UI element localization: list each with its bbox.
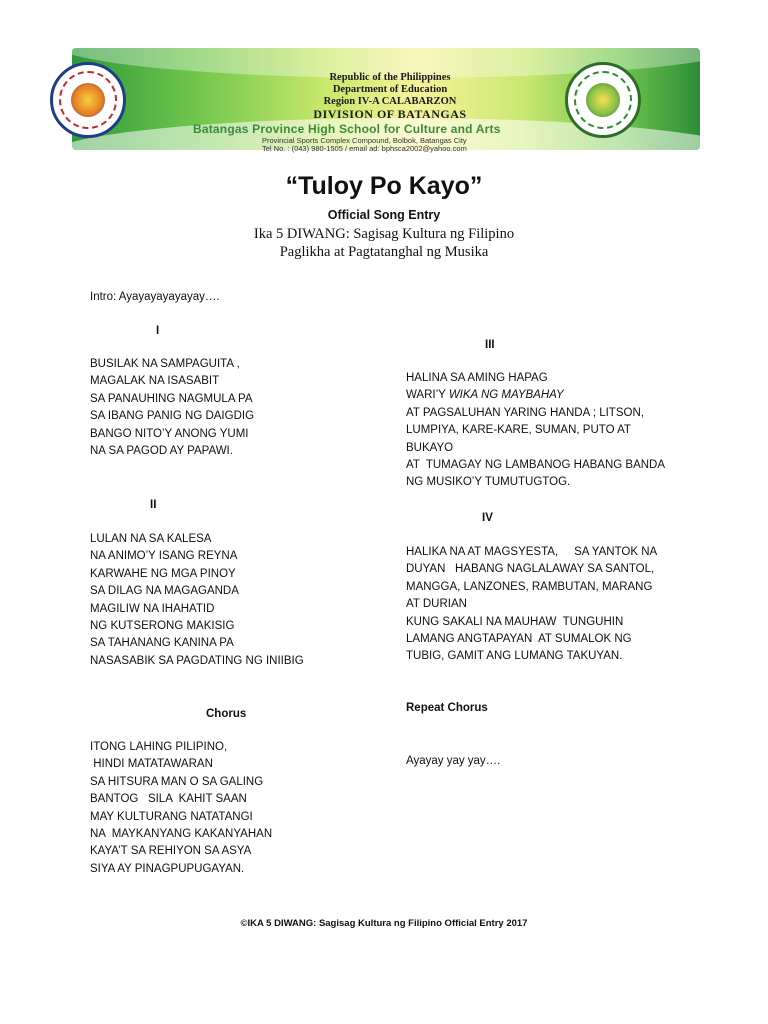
lyric-line: NG MUSIKO’Y TUMUTUGTOG. — [406, 476, 571, 489]
event-line-1: Ika 5 DIWANG: Sagisag Kultura ng Filipino — [253, 226, 515, 242]
lyric-line — [406, 387, 665, 404]
lyric-line: DUYAN HABANG NAGLALAWAY SA SANTOL, — [406, 563, 655, 576]
lyric-line: SA IBANG PANIG NG DAIGDIG — [90, 410, 255, 423]
verse1-lyrics — [90, 356, 254, 460]
lyric-line: HINDI MATATAWARAN — [90, 758, 213, 771]
lyric-line: HALINA SA AMING HAPAG — [406, 372, 548, 384]
lyric-line: MANGGA, LANZONES, RAMBUTAN, MARANG — [406, 580, 653, 593]
event-line-2: Paglikha at Pagtatanghal ng Musika — [279, 244, 489, 260]
intro-line: Intro: Ayayayayayayay…. — [90, 291, 220, 303]
lyric-line: NA MAYKANYANG KAKANYAHAN — [90, 828, 273, 841]
deped-seal-emblem — [71, 83, 105, 117]
lyric-line: TUBIG, GAMIT ANG LUMANG TAKUYAN. — [406, 650, 623, 663]
department-line: Department of Education — [332, 84, 448, 95]
lyric-prefix: WARI’Y — [406, 389, 449, 402]
lyric-line: LUMPIYA, KARE-KARE, SUMAN, PUTO AT — [406, 424, 631, 437]
lyric-line: SA DILAG NA MAGAGANDA — [90, 585, 239, 598]
lyric-line: KAYA’T SA REHIYON SA ASYA — [90, 845, 252, 858]
school-name: Batangas Province High School for Culture and Arts — [193, 122, 501, 136]
lyric-line: AT TUMAGAY NG LAMBANOG HABANG BANDA — [406, 459, 666, 472]
verse3-lyrics — [406, 370, 665, 492]
republic-line: Republic of the Philippines — [329, 72, 451, 83]
page-footer: ©IKA 5 DIWANG: Sagisag Kultura ng Filipino Official Entry 2017 — [240, 918, 528, 929]
verse1-heading: I — [156, 325, 160, 337]
verse4-heading: IV — [482, 512, 493, 524]
lyric-line: NA ANIMO’Y ISANG REYNA — [90, 550, 238, 563]
lyric-line: NG KUTSERONG MAKISIG — [90, 620, 235, 633]
lyric-line: LULAN NA SA KALESA — [90, 533, 212, 545]
lyric-line: NASASABIK SA PAGDATING NG INIIBIG — [90, 654, 304, 667]
lyric-line: HALIKA NA AT MAGSYESTA, SA YANTOK NA — [406, 546, 658, 558]
lyric-line: SA HITSURA MAN O SA GALING — [90, 775, 264, 788]
song-subtitle: Official Song Entry — [327, 208, 441, 222]
lyric-line: SA TAHANANG KANINA PA — [90, 637, 234, 650]
verse3-heading: III — [485, 339, 495, 351]
lyric-line: MAGALAK NA ISASABIT — [90, 375, 220, 388]
lyric-line: BUKAYO — [406, 441, 454, 454]
lyric-line: SA PANAUHING NAGMULA PA — [90, 392, 253, 405]
lyric-line: AT DURIAN — [406, 598, 467, 611]
lyric-line: MAGILIW NA IHAHATID — [90, 602, 215, 615]
lyric-line: KUNG SAKALI NA MAUHAW TUNGUHIN — [406, 615, 624, 628]
lyric-line: ITONG LAHING PILIPINO, — [90, 741, 228, 753]
verse4-lyrics — [406, 544, 657, 666]
verse2-heading: II — [150, 499, 157, 511]
deped-heading — [240, 72, 540, 120]
lyric-line: LAMANG ANGTAPAYAN AT SUMALOK NG — [406, 633, 632, 646]
song-title: “Tuloy Po Kayo” — [285, 172, 483, 200]
lyric-italic: WIKA NG MAYBAHAY — [448, 389, 564, 402]
school-seal-emblem — [586, 83, 620, 117]
lyric-line: BANGO NITO’Y ANONG YUMI — [90, 427, 249, 440]
repeat-chorus-label: Repeat Chorus — [406, 702, 488, 714]
school-address: Provincial Sports Complex Compound, Bolbok, Batangas City — [262, 136, 467, 145]
lyric-line: SIYA AY PINAGPUPUGAYAN. — [90, 862, 245, 875]
chorus-lyrics — [90, 739, 272, 878]
lyric-line: NA SA PAGOD AY PAPAWI. — [90, 445, 233, 458]
lyric-line: BUSILAK NA SAMPAGUITA , — [90, 358, 240, 370]
outro-line: Ayayay yay yay…. — [406, 755, 501, 767]
verse2-lyrics — [90, 531, 304, 670]
lyric-line: KARWAHE NG MGA PINOY — [90, 567, 236, 580]
chorus-heading: Chorus — [206, 708, 247, 720]
region-line: Region IV-A CALABARZON — [323, 96, 457, 107]
school-contact: Tel No. : (043) 980-1505 / email ad: bphsca2002@yahoo.com — [262, 144, 467, 153]
lyric-line: AT PAGSALUHAN YARING HANDA ; LITSON, — [406, 406, 644, 419]
deped-seal-icon — [50, 62, 126, 138]
lyric-line: BANTOG SILA KAHIT SAAN — [90, 793, 247, 806]
division-line: DIVISION OF BATANGAS — [313, 107, 467, 121]
lyric-line: MAY KULTURANG NATATANGI — [90, 810, 253, 823]
